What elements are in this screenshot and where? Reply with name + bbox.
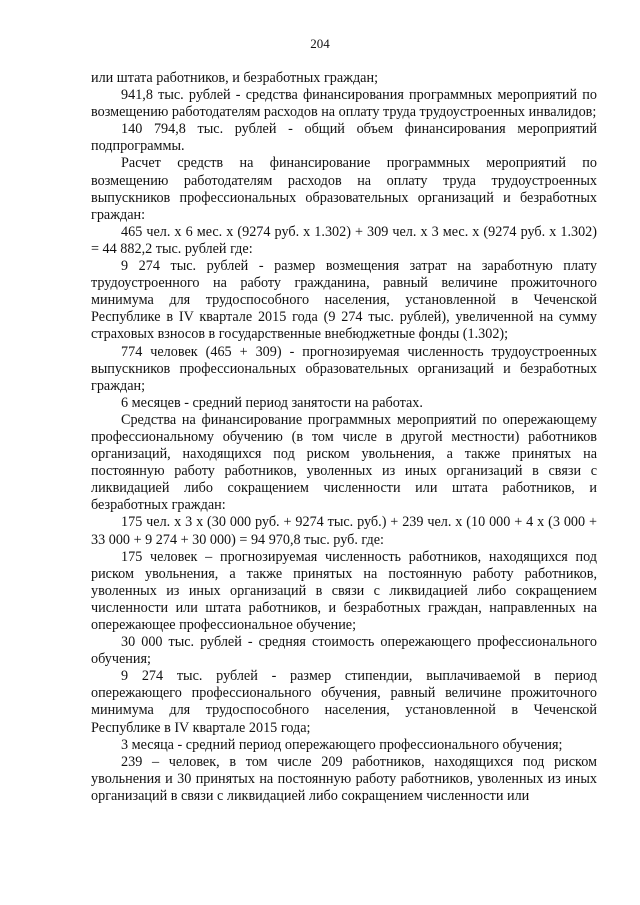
paragraph-formula-employment: 465 чел. х 6 мес. х (9274 руб. х 1.302) + 309 чел. х 3 мес. х (9274 руб. х 1.302) = 44 882,2 тыс. рублей где: (91, 223, 597, 257)
paragraph-training-period: 3 месяца - средний период опережающего профессионального обучения; (121, 736, 563, 753)
paragraph-total-funding: 140 794,8 тыс. рублей - общий объем финансирования мероприятий подпрограммы. (91, 121, 597, 155)
paragraph-disabled-funding: 941,8 тыс. рублей - средства финансирования программных мероприятий по возмещению работодателям расходов на оплату труда трудоустроенных инвалидов; (91, 87, 597, 121)
paragraph-employment-period: 6 месяцев - средний период занятости на работах. (121, 394, 423, 411)
paragraph-calculation-heading: Расчет средств на финансирование программных мероприятий по возмещению работодателям расходов на оплату труда трудоустроенных выпускников профессиональных образовательных организаций и безработных граждан: (91, 155, 597, 223)
paragraph-formula-training: 175 чел. х 3 х (30 000 руб. + 9274 тыс. руб.) + 239 чел. х (10 000 + 4 х (3 000 + 33 000 + 9 274 + 30 000) = 94 970,8 тыс. руб. где: (91, 514, 597, 548)
paragraph-training-cost: 30 000 тыс. рублей - средняя стоимость опережающего профессионального обучения; (91, 634, 597, 668)
paragraph-training-funding-heading: Средства на финансирование программных мероприятий по опережающему профессиональному обучению (в том числе в другой местности) работников организаций, находящихся под риском увольнения, а также принятых на постоянную работу работников, уволенных из иных организаций в связи с ликвидацией либо сокращением численности или штата работников, и безработных граждан: (91, 411, 597, 514)
paragraph-workers-at-risk: 175 человек – прогнозируемая численность работников, находящихся под риском увольнения, а также принятых на постоянную работу работников, уволенных из иных организаций в связи с ликвидацией либо сокращением численности или штата работников, и безработных граждан, направленных на опережающее профессиональное обучение; (91, 548, 597, 633)
paragraph-people-count: 239 – человек, в том числе 209 работников, находящихся под риском увольнения и 30 принятых на постоянную работу работников, уволенных из иных организаций в связи с ликвидацией либо сокращением численности или (91, 753, 597, 804)
page-number: 204 (310, 36, 330, 51)
paragraph-stipend-size: 9 274 тыс. рублей - размер стипендии, выплачиваемой в период опережающего профессионального обучения, равный величине прожиточного минимума для трудоспособного населения, установленной в Чеченской Республике в IV квартале 2015 года; (91, 668, 597, 736)
paragraph-graduates-count: 774 человек (465 + 309) - прогнозируемая численность трудоустроенных выпускников профессиональных образовательных организаций и безработных граждан; (91, 343, 597, 394)
document-body (91, 70, 597, 805)
paragraph-continuation: или штата работников, и безработных граждан; (91, 70, 379, 86)
paragraph-reimbursement-size: 9 274 тыс. рублей - размер возмещения затрат на заработную плату трудоустроенного на работу гражданина, равный величине прожиточного минимума для трудоспособного населения, установленной в Чеченской Республике в IV квартале 2015 года (9 274 тыс. рублей), увеличенной на сумму страховых взносов в государственные внебюджетные фонды (1.302); (91, 258, 597, 343)
